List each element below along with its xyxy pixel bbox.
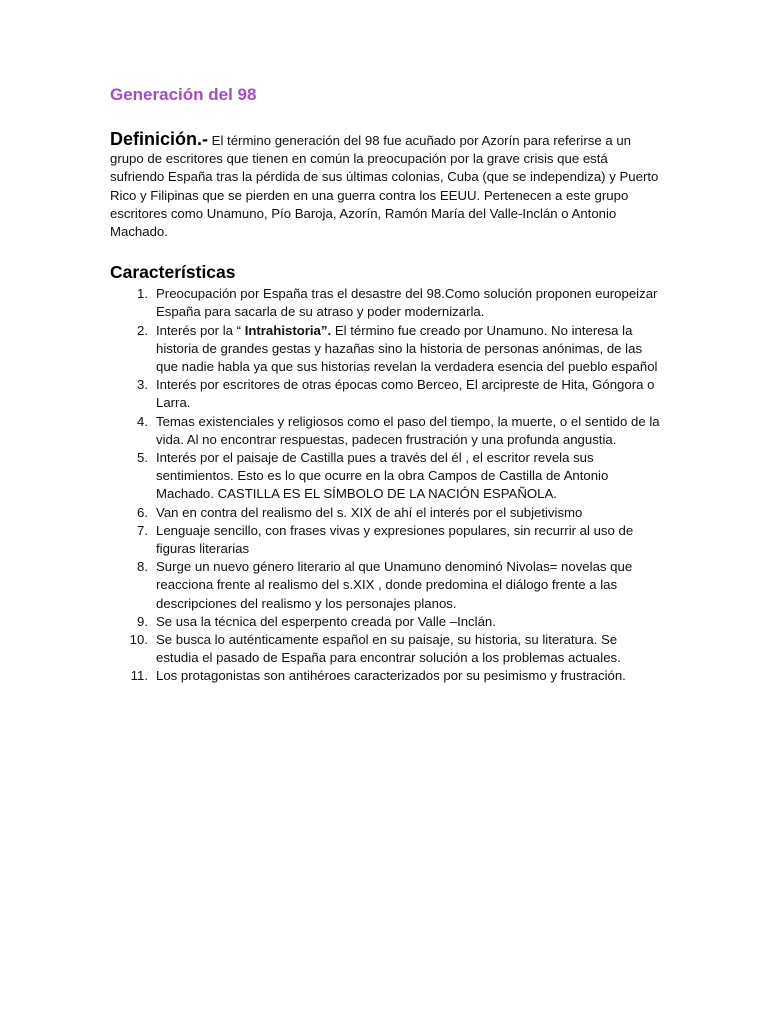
list-item-number: 9. (137, 613, 148, 629)
features-heading: Características (110, 262, 236, 283)
list-item-text: Preocupación por España tras el desastre del 98.Como solución proponen europeizar España para sacarla de su atraso y poder modernizarla. (156, 286, 658, 320)
list-item-text: Interés por el paisaje de Castilla pues a través del él , el escritor revela sus sentimientos. Esto es lo que ocurre en la obra Campos de Castilla de Antonio Machado. CASTILLA ES EL SÍMBOLO DE LA NACIÓN ESPAÑOLA. (156, 450, 609, 502)
list-item (110, 376, 662, 412)
list-item-text: Interés por escritores de otras épocas como Berceo, El arcipreste de Hita, Góngora o Larra. (156, 377, 655, 411)
list-item (110, 667, 662, 685)
list-item-text: Temas existenciales y religiosos como el paso del tiempo, la muerte, o el sentido de la vida. Al no encontrar respuestas, padecen frustración y una profunda angustia. (156, 413, 660, 447)
list-item (110, 613, 662, 631)
list-item-number: 11. (130, 668, 148, 684)
list-item-number: 2. (137, 322, 148, 338)
list-item-text: Se usa la técnica del esperpento creada por Valle –Inclán. (156, 613, 496, 629)
list-item-number: 3. (137, 377, 148, 393)
list-item-text: Surge un nuevo género literario al que Unamuno denominó Nivolas= novelas que reacciona frente al realismo del s.XIX , donde predomina el diálogo frente a las descripciones del realismo y los personajes planos. (156, 559, 633, 611)
list-item (110, 522, 662, 558)
definition-text: El término generación del 98 fue acuñado por Azorín para referirse a un grupo de escritores que tienen en común la preocupación por la grave crisis que está sufriendo España tras la pérdida de sus últimas colonias, Cuba (que se independiza) y Puerto Rico y Filipinas que se pierden en una guerra contra los EEUU. Pertenecen a este grupo escritores como Unamuno, Pío Baroja, Azorín, Ramón María del Valle-Inclán o Antonio Machado. (110, 133, 659, 240)
list-item (110, 322, 662, 377)
document-title: Generación del 98 (110, 85, 257, 104)
list-item-text: Van en contra del realismo del s. XIX de ahí el interés por el subjetivismo (156, 504, 583, 520)
definition-paragraph (110, 130, 662, 241)
list-item (110, 449, 662, 504)
list-item-text: Lenguaje sencillo, con frases vivas y expresiones populares, sin recurrir al uso de figuras literarias (156, 522, 634, 557)
list-item-number: 5. (137, 450, 148, 466)
definition-heading: Definición.- (110, 129, 208, 149)
list-item-number: 6. (137, 504, 148, 520)
list-item-text-before: Interés por la “ (156, 322, 245, 338)
list-item (110, 631, 662, 667)
list-item-number: 10. (129, 632, 148, 648)
features-list (110, 285, 662, 685)
list-item (110, 285, 662, 321)
list-item-text: Se busca lo auténticamente español en su paisaje, su historia, su literatura. Se estudia el pasado de España para encontrar solución a los problemas actuales. (156, 632, 621, 666)
list-item-number: 8. (137, 559, 148, 575)
list-item (110, 413, 662, 449)
list-item (110, 504, 662, 522)
list-item-number: 1. (137, 286, 148, 302)
list-item-text-after: El término fue creado por Unamuno. No interesa la historia de grandes gestas y hazañas sino la historia de personas anónimas, de las que nadie habla ya que sus historias revelan la verdadera esencia del pueblo español (156, 322, 658, 375)
list-item-text: Los protagonistas son antihéroes caracterizados por su pesimismo y frustración. (156, 668, 626, 684)
document-content (110, 84, 662, 686)
list-item-number: 4. (137, 413, 148, 429)
list-item-number: 7. (137, 522, 148, 538)
intrahistoria-term: Intrahistoria”. (244, 322, 332, 338)
list-item (110, 558, 662, 613)
